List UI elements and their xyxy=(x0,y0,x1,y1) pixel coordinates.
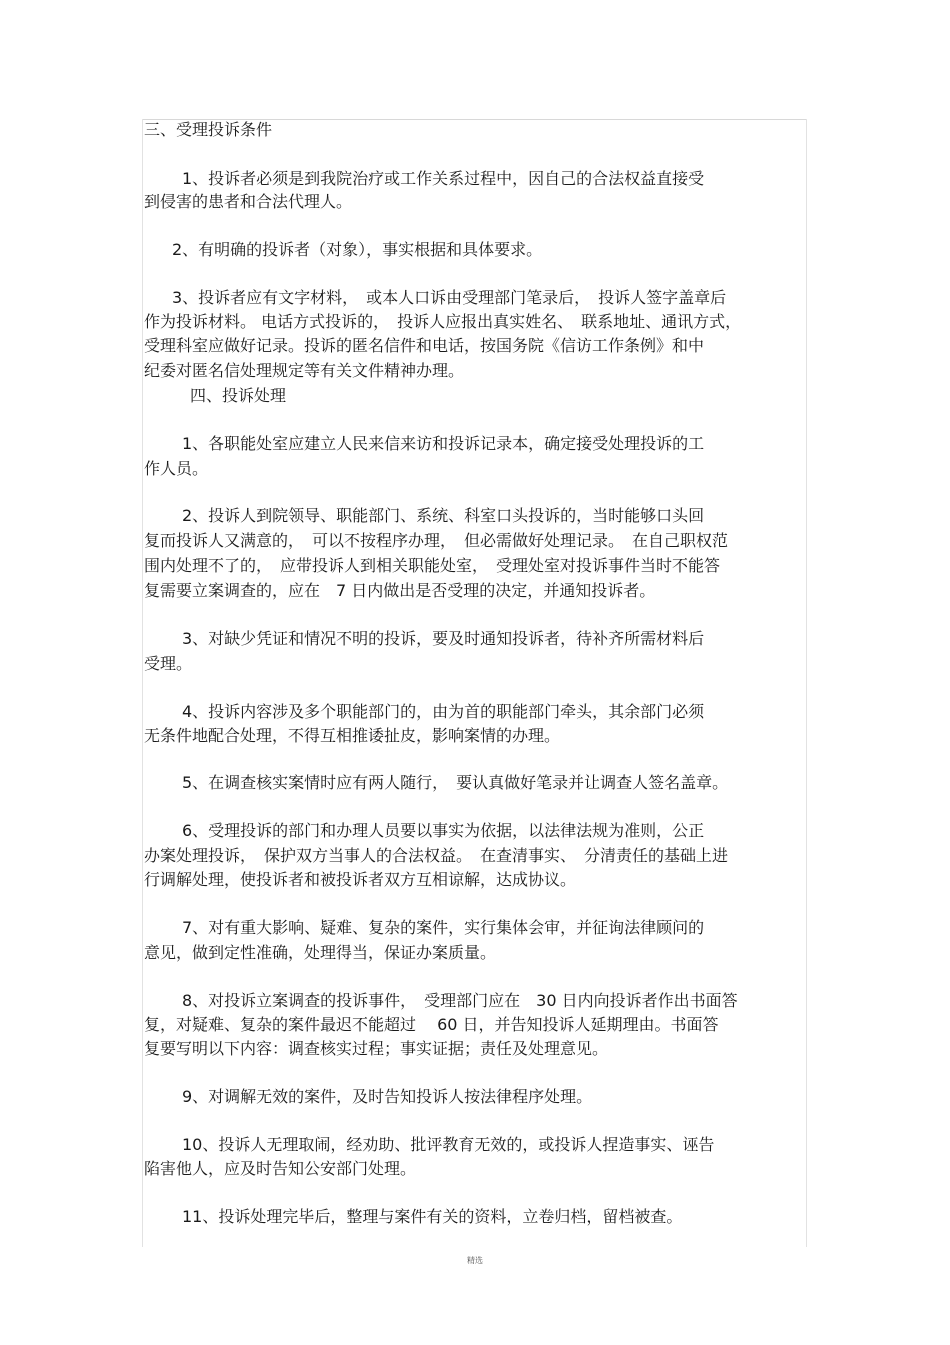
paragraph-line: 2、有明确的投诉者（对象），事实根据和具体要求。 xyxy=(172,240,543,259)
paragraph-line: 3、对缺少凭证和情况不明的投诉，要及时通知投诉者，待补齐所需材料后 xyxy=(182,629,705,648)
page-frame-right xyxy=(806,119,807,1247)
paragraph-line: 4、投诉内容涉及多个职能部门的，由为首的职能部门牵头，其余部门必须 xyxy=(182,702,705,721)
paragraph-line: 到侵害的患者和合法代理人。 xyxy=(144,192,353,211)
paragraph-line: 围内处理不了的， 应带投诉人到相关职能处室， 受理处室对投诉事件当时不能答 xyxy=(144,556,721,575)
paragraph-line: 5、在调查核实案情时应有两人随行， 要认真做好笔录并让调查人签名盖章。 xyxy=(182,773,729,792)
paragraph-line: 作为投诉材料。 电话方式投诉的， 投诉人应报出真实姓名、 联系地址、通讯方式， xyxy=(144,312,742,331)
paragraph-line: 复而投诉人又满意的， 可以不按程序办理， 但必需做好处理记录。 在自己职权范 xyxy=(144,531,729,550)
paragraph-line: 2、投诉人到院领导、职能部门、系统、科室口头投诉的，当时能够口头回 xyxy=(182,506,705,525)
paragraph-line: 作人员。 xyxy=(144,459,209,478)
paragraph-line: 3、投诉者应有文字材料， 或本人口诉由受理部门笔录后， 投诉人签字盖章后 xyxy=(172,288,727,307)
paragraph-line: 11、投诉处理完毕后，整理与案件有关的资料，立卷归档，留档被查。 xyxy=(182,1207,683,1226)
paragraph-line: 办案处理投诉， 保护双方当事人的合法权益。 在查清事实、 分清责任的基础上进 xyxy=(144,846,729,865)
paragraph-line: 复，对疑难、复杂的案件最迟不能超过 60 日，并告知投诉人延期理由。书面答 xyxy=(144,1015,719,1034)
paragraph-line: 意见，做到定性准确，处理得当，保证办案质量。 xyxy=(144,943,497,962)
paragraph-line: 10、投诉人无理取闹，经劝助、批评教育无效的，或投诉人捏造事实、诬告 xyxy=(182,1135,715,1154)
paragraph-line: 1、投诉者必须是到我院治疗或工作关系过程中，因自己的合法权益直接受 xyxy=(182,169,705,188)
paragraph-line: 行调解处理，使投诉者和被投诉者双方互相谅解，达成协议。 xyxy=(144,870,577,889)
section-title: 三、受理投诉条件 xyxy=(144,120,273,139)
paragraph-line: 受理。 xyxy=(144,654,193,673)
paragraph-line: 受理科室应做好记录。投诉的匿名信件和电话，按国务院《信访工作条例》和中 xyxy=(144,336,705,355)
paragraph-line: 9、对调解无效的案件，及时告知投诉人按法律程序处理。 xyxy=(182,1087,593,1106)
paragraph-line: 纪委对匿名信处理规定等有关文件精神办理。 xyxy=(144,361,465,380)
paragraph-line: 陷害他人，应及时告知公安部门处理。 xyxy=(144,1159,417,1178)
paragraph-line: 6、受理投诉的部门和办理人员要以事实为依据，以法律法规为准则，公正 xyxy=(182,821,705,840)
paragraph-line: 复需要立案调查的，应在 7 日内做出是否受理的决定，并通知投诉者。 xyxy=(144,581,656,600)
page-frame-left xyxy=(142,119,143,1247)
paragraph-line: 7、对有重大影响、疑难、复杂的案件，实行集体会审，并征询法律顾问的 xyxy=(182,918,705,937)
page-footer: 精选 xyxy=(467,1256,483,1265)
paragraph-line: 复要写明以下内容：调查核实过程；事实证据；责任及处理意见。 xyxy=(144,1039,609,1058)
paragraph-line: 无条件地配合处理，不得互相推诿扯皮，影响案情的办理。 xyxy=(144,726,561,745)
paragraph-line: 1、各职能处室应建立人民来信来访和投诉记录本，确定接受处理投诉的工 xyxy=(182,434,705,453)
paragraph-line: 8、对投诉立案调查的投诉事件， 受理部门应在 30 日内向投诉者作出书面答 xyxy=(182,991,738,1010)
section-title: 四、投诉处理 xyxy=(190,386,287,405)
